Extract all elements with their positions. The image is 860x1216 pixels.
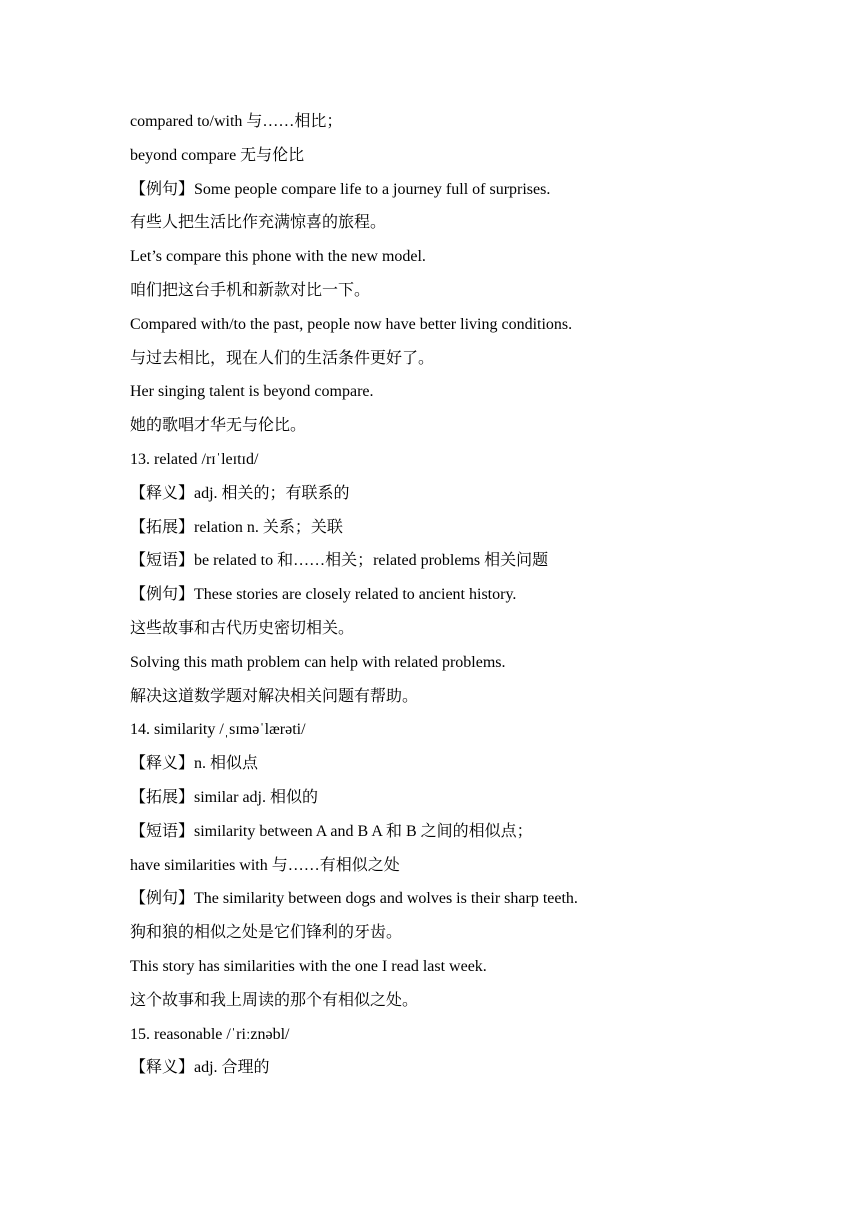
text-line: 有些人把生活比作充满惊喜的旅程。 — [130, 214, 387, 232]
text-line: 狗和狼的相似之处是它们锋利的牙齿。 — [130, 924, 403, 942]
example-line: 【例句】These stories are closely related to ancient history. — [130, 586, 517, 604]
text-line: 她的歌唱才华无与伦比。 — [130, 417, 307, 435]
vocabulary-notes — [130, 108, 750, 1088]
text-line: Compared with/to the past, people now have better living conditions. — [130, 315, 573, 333]
entry-heading: 14. similarity /ˌsɪməˈlærəti/ — [130, 721, 306, 739]
text-line: 解决这道数学题对解决相关问题有帮助。 — [130, 687, 419, 705]
text-line: 咱们把这台手机和新款对比一下。 — [130, 281, 371, 299]
extension-line: 【拓展】relation n. 关系；关联 — [130, 518, 343, 536]
text-line: compared to/with 与……相比； — [130, 113, 343, 130]
text-line: 这些故事和古代历史密切相关。 — [130, 619, 355, 637]
text-line: Let’s compare this phone with the new model. — [130, 248, 426, 266]
phrase-line: 【短语】be related to 和……相关；related problems 相关问题 — [130, 552, 549, 570]
example-line: 【例句】The similarity between dogs and wolves is their sharp teeth. — [130, 890, 578, 908]
text-line: 【例句】Some people compare life to a journey full of surprises. — [130, 180, 551, 198]
text-line: This story has similarities with the one I read last week. — [130, 957, 487, 975]
definition-line: 【释义】adj. 合理的 — [130, 1059, 270, 1077]
text-line: have similarities with 与……有相似之处 — [130, 856, 400, 874]
text-line: 这个故事和我上周读的那个有相似之处。 — [130, 991, 419, 1009]
definition-line: 【释义】n. 相似点 — [130, 755, 259, 773]
extension-line: 【拓展】similar adj. 相似的 — [130, 788, 318, 806]
text-line: Her singing talent is beyond compare. — [130, 383, 374, 401]
phrase-line: 【短语】similarity between A and B A 和 B 之间的相似点； — [130, 822, 533, 840]
entry-heading: 13. related /rɪˈleɪtɪd/ — [130, 450, 259, 468]
text-line: beyond compare 无与伦比 — [130, 146, 305, 164]
entry-heading: 15. reasonable /ˈriːznəbl/ — [130, 1025, 290, 1043]
text-line: Solving this math problem can help with related problems. — [130, 653, 506, 671]
definition-line: 【释义】adj. 相关的；有联系的 — [130, 484, 350, 502]
text-line: 与过去相比，现在人们的生活条件更好了。 — [130, 349, 435, 367]
